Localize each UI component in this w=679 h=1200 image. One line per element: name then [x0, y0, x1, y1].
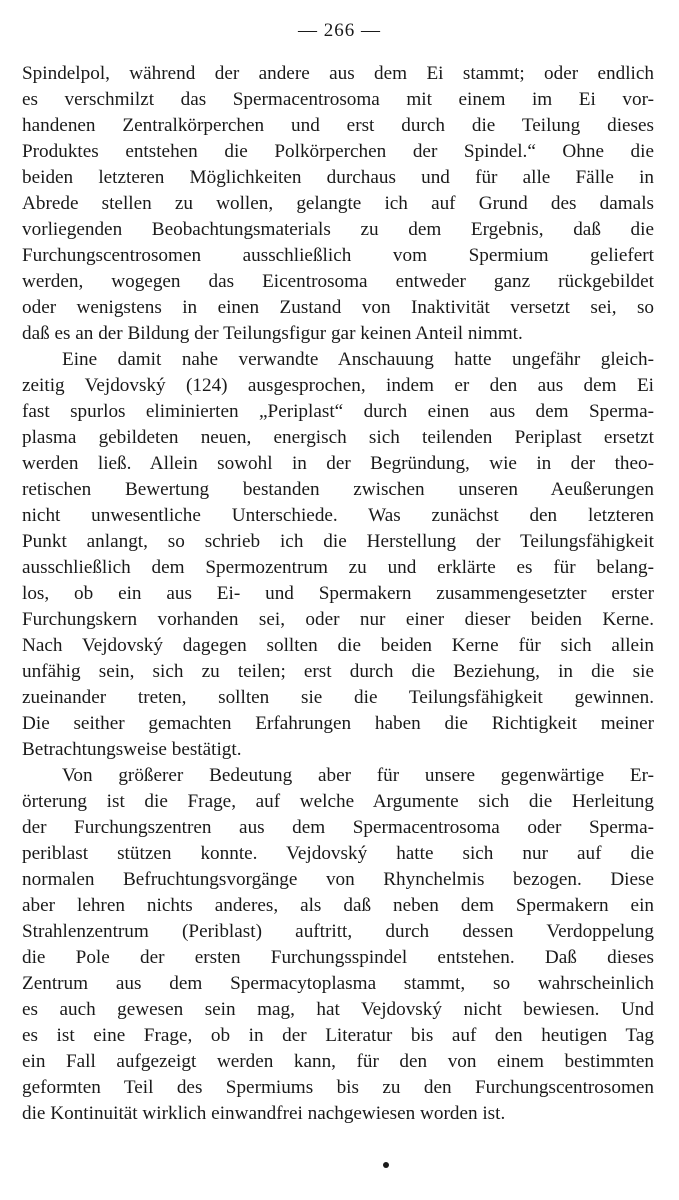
- text-line: die Kontinuität wirklich einwandfrei nachgewiesen worden ist.: [22, 1103, 506, 1124]
- text-line: oder wenigstens in einen Zustand von Inaktivität versetzt sei, so: [22, 297, 654, 318]
- text-line: los, ob ein aus Ei- und Spermakern zusammengesetzter erster: [22, 583, 654, 604]
- text-line: Eine damit nahe verwandte Anschauung hatte ungefähr gleich-: [62, 349, 654, 370]
- text-line: Abrede stellen zu wollen, gelangte ich auf Grund des damals: [22, 193, 654, 214]
- footer-mark: [383, 1162, 389, 1168]
- text-line: zueinander treten, sollten sie die Teilungsfähigkeit gewinnen.: [22, 687, 654, 708]
- text-line: die Pole der ersten Furchungsspindel entstehen. Daß dieses: [22, 947, 654, 968]
- text-line: örterung ist die Frage, auf welche Argumente sich die Herleitung: [22, 791, 654, 812]
- text-line: es ist eine Frage, ob in der Literatur bis auf den heutigen Tag: [22, 1025, 654, 1046]
- text-line: Punkt anlangt, so schrieb ich die Herstellung der Teilungsfähigkeit: [22, 531, 654, 552]
- text-line: Die seither gemachten Erfahrungen haben die Richtigkeit meiner: [22, 713, 654, 734]
- text-line: vorliegenden Beobachtungsmaterials zu dem Ergebnis, daß die: [22, 219, 654, 240]
- text-line: Strahlenzentrum (Periblast) auftritt, durch dessen Verdoppelung: [22, 921, 654, 942]
- text-line: es auch gewesen sein mag, hat Vejdovský nicht bewiesen. Und: [22, 999, 654, 1020]
- text-line: zeitig Vejdovský (124) ausgesprochen, indem er den aus dem Ei: [22, 375, 654, 396]
- text-line: es verschmilzt das Spermacentrosoma mit einem im Ei vor-: [22, 89, 654, 110]
- text-line: werden ließ. Allein sowohl in der Begründung, wie in der theo-: [22, 453, 654, 474]
- text-line: werden, wogegen das Eicentrosoma entweder ganz rückgebildet: [22, 271, 654, 292]
- text-line: der Furchungszentren aus dem Spermacentrosoma oder Sperma-: [22, 817, 654, 838]
- text-line: Spindelpol, während der andere aus dem Ei stammt; oder endlich: [22, 63, 654, 84]
- text-line: Betrachtungsweise bestätigt.: [22, 739, 242, 760]
- page-number: — 266 —: [298, 20, 381, 41]
- text-line: ein Fall aufgezeigt werden kann, für den von einem bestimmten: [22, 1051, 654, 1072]
- text-line: unfähig sein, sich zu teilen; erst durch die Beziehung, in die sie: [22, 661, 654, 682]
- text-line: normalen Befruchtungsvorgänge von Rhynchelmis bezogen. Diese: [22, 869, 654, 890]
- text-line: Zentrum aus dem Spermacytoplasma stammt, so wahrscheinlich: [22, 973, 654, 994]
- text-line: Furchungscentrosomen ausschließlich vom Spermium geliefert: [22, 245, 654, 266]
- text-line: ausschließlich dem Spermozentrum zu und erklärte es für belang-: [22, 557, 654, 578]
- text-line: daß es an der Bildung der Teilungsfigur gar keinen Anteil nimmt.: [22, 323, 523, 344]
- text-line: aber lehren nichts anderes, als daß neben dem Spermakern ein: [22, 895, 654, 916]
- text-line: Nach Vejdovský dagegen sollten die beiden Kerne für sich allein: [22, 635, 654, 656]
- text-line: beiden letzteren Möglichkeiten durchaus und für alle Fälle in: [22, 167, 654, 188]
- text-line: nicht unwesentliche Unterschiede. Was zunächst den letzteren: [22, 505, 654, 526]
- text-line: handenen Zentralkörperchen und erst durch die Teilung dieses: [22, 115, 654, 136]
- text-line: geformten Teil des Spermiums bis zu den Furchungscentrosomen: [22, 1077, 654, 1098]
- text-line: Von größerer Bedeutung aber für unsere gegenwärtige Er-: [62, 765, 654, 786]
- text-line: Produktes entstehen die Polkörperchen der Spindel.“ Ohne die: [22, 141, 654, 162]
- text-line: plasma gebildeten neuen, energisch sich teilenden Periplast ersetzt: [22, 427, 654, 448]
- text-line: Furchungskern vorhanden sei, oder nur einer dieser beiden Kerne.: [22, 609, 654, 630]
- text-line: periblast stützen konnte. Vejdovský hatte sich nur auf die: [22, 843, 654, 864]
- text-line: retischen Bewertung bestanden zwischen unseren Aeußerungen: [22, 479, 654, 500]
- text-line: fast spurlos eliminierten „Periplast“ durch einen aus dem Sperma-: [22, 401, 654, 422]
